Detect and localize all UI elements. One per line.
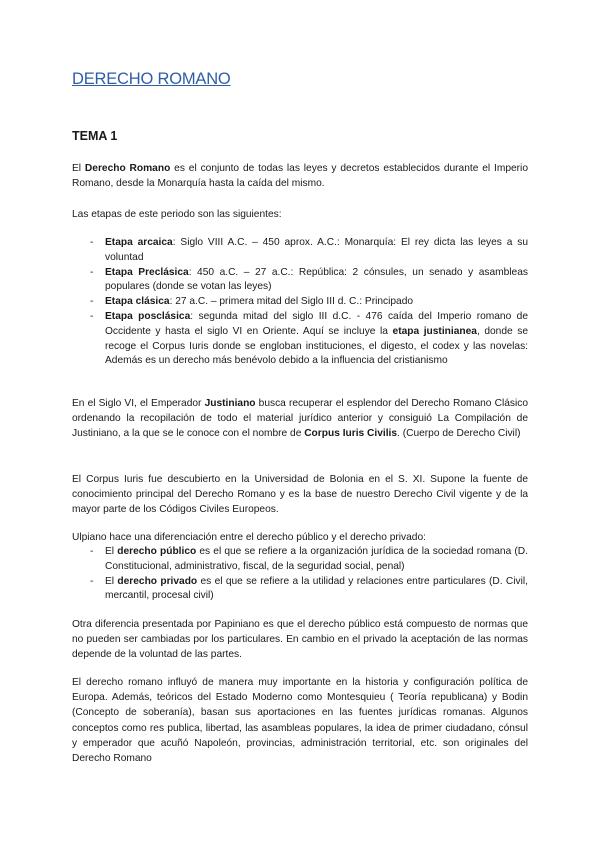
intro-paragraph: El Derecho Romano es el conjunto de todas las leyes y decretos establecidos durante el Imperio Romano, desde la Monarquía hasta la caída del mismo. — [72, 163, 528, 190]
list-item: - Etapa clásica: 27 a.C. – primera mitad del Siglo III d. C.: Principado — [90, 296, 414, 308]
list-item: - Etapa arcaica: Siglo VIII A.C. – 450 aprox. A.C.: Monarquía: El rey dicta las leyes a su voluntad — [90, 237, 528, 263]
document-title[interactable]: DERECHO ROMANO — [72, 70, 231, 88]
list-item: - Etapa Preclásica: 450 a.C. – 27 a.C.: República: 2 cónsules, un senado y asambleas populares (donde se votan las leyes) — [90, 266, 528, 293]
section-title: TEMA 1 — [72, 129, 118, 143]
list-item: - El derecho privado es el que se refiere a la utilidad y relaciones entre particulares (D. Civil, mercantil, procesal civil) — [90, 575, 529, 602]
corpus-paragraph: El Corpus Iuris fue descubierto en la Universidad de Bolonia en el S. XI. Supone la fuente de conocimiento principal del Derecho Romano y es la base de nuestro Derecho Civil vigente y de la mayor parte de los Códigos Civiles Europeos. — [72, 474, 528, 516]
ulpiano-list — [72, 545, 528, 604]
etapas-intro: Las etapas de este periodo son las siguientes: — [72, 209, 282, 220]
influencia-paragraph: El derecho romano influyó de manera muy importante en la historia y configuración política de Europa. Además, teóricos del Estado Moderno como Montesquieu ( Teoría republicana) y Bodin (Concepto de soberanía), basan sus aportaciones en las fuentes jurídicas romanas. Algunos conceptos como res publica, libertad, las asambleas populares, la idea de primer ciudadano, cónsul y emperador que acuñó Napoleón, provincias, administración territorial, etc. son originales del Derecho Romano — [72, 677, 528, 765]
list-item: - El derecho público es el que se refiere a la organización jurídica de la sociedad romana (D. Constitucional, administrativo, fiscal, de la seguridad social, penal) — [90, 546, 528, 572]
list-item: - Etapa posclásica: segunda mitad del siglo III d.C. - 476 caída del Imperio romano de Occidente y hasta el siglo VI en Oriente. Aquí se incluye la etapa justinianea, donde se recoge el Corpus Iuris donde se engloban instituciones, el digesto, el codex y las novelas: Además es un derecho más benévolo debido a la influencia del cristianismo — [90, 310, 528, 367]
ulpiano-intro: Ulpiano hace una diferenciación entre el derecho público y el derecho privado: — [72, 532, 426, 543]
justiniano-paragraph: En el Siglo VI, el Emperador Justiniano busca recuperar el esplendor del Derecho Romano Clásico ordenando la recopilación de todo el material jurídico anterior y consiguió La Compilación de Justiniano, a la que se le conoce con el nombre de Corpus Iuris Civilis. (Cuerpo de Derecho Civil) — [72, 398, 528, 440]
papiniano-paragraph: Otra diferencia presentada por Papiniano es que el derecho público está compuesto de normas que no pueden ser cambiadas por los particulares. En cambio en el privado la aceptación de las normas depende de la voluntad de las partes. — [72, 619, 528, 661]
etapas-list — [72, 236, 528, 369]
